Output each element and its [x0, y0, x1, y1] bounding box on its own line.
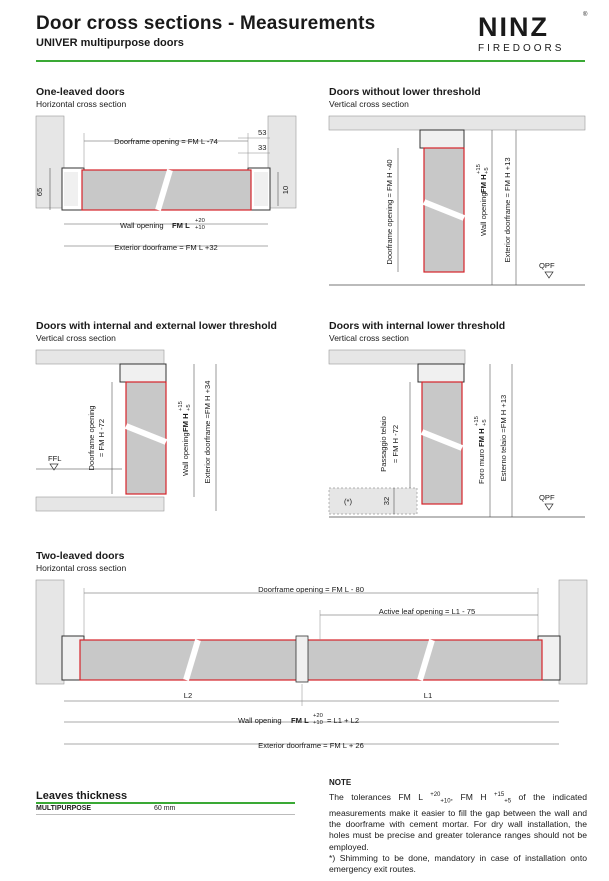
leaves-thickness-value: 60 mm	[154, 805, 176, 812]
label-foro-bold: FM H	[477, 428, 486, 447]
leaves-thickness-title: Leaves thickness	[36, 790, 128, 802]
label-passaggio-2: = FM H -72	[391, 424, 400, 464]
section-subtitle-two-leaved: Horizontal cross section	[36, 563, 127, 573]
label-exterior: Exterior doorframe = FM L +32	[114, 243, 218, 252]
label-dim-33: 33	[258, 143, 267, 152]
label-wall-opening-prefix: Wall opening	[238, 716, 282, 725]
label-wall-opening-bold: FM L	[291, 716, 309, 725]
label-dim-10: 10	[281, 185, 290, 195]
label-dim-53: 53	[258, 128, 267, 137]
label-doorframe-opening-1: Doorframe opening	[87, 405, 96, 471]
label-dim-65: 65	[35, 187, 44, 197]
label-tol-plus: +15	[474, 416, 480, 426]
section-subtitle-internal: Vertical cross section	[329, 333, 409, 343]
section-title-no-threshold: Doors without lower threshold	[329, 86, 481, 98]
label-wall-opening-bold: FM H	[479, 174, 488, 193]
section-title-int-ext: Doors with internal and external lower threshold	[36, 320, 277, 332]
label-wall-opening-prefix: Wall opening	[120, 221, 164, 230]
section-subtitle-one-leaved: Horizontal cross section	[36, 99, 127, 109]
note-text-3: of the indicated measurements make it easier to fill the gap between the wall and the doorframe with cement mortar. For dry wall installation, the holes must be precise and greater tolerance ranges should not be employed.	[329, 792, 587, 852]
label-doorframe-opening-2: = FM H -72	[97, 418, 106, 458]
label-tol-plus: +20	[313, 713, 323, 719]
brand-registered-mark: ®	[583, 12, 588, 18]
label-foro-prefix: Foro muro	[477, 448, 486, 484]
section-subtitle-no-threshold: Vertical cross section	[329, 99, 409, 109]
label-ffl: FFL	[48, 454, 62, 463]
leaf-rebate	[296, 636, 308, 682]
note-tol-l-plus: +20	[430, 792, 441, 798]
page-subtitle: UNIVER multipurpose doors	[36, 37, 184, 49]
section-title-internal: Doors with internal lower threshold	[329, 320, 506, 332]
label-wall-opening-suffix: = L1 + L2	[327, 716, 360, 725]
note-tol-h-plus: +15	[494, 792, 505, 798]
label-exterior: Exterior doorframe =FM H +34	[203, 380, 212, 484]
label-active-leaf: Active leaf opening = L1 - 75	[378, 607, 476, 616]
label-star: (*)	[344, 497, 353, 506]
label-qpf: QPF	[539, 261, 555, 270]
label-tol-plus: +20	[195, 218, 205, 224]
label-exterior: Exterior doorframe = FM L + 26	[258, 741, 364, 750]
section-title-two-leaved: Two-leaved doors	[36, 550, 125, 562]
label-esterno: Esterno telaio =FM H +13	[499, 394, 508, 482]
label-l1: L1	[423, 691, 433, 700]
label-tol-minus: +10	[313, 720, 323, 726]
label-doorframe-opening: Doorframe opening = FM L -74	[114, 137, 218, 146]
wall-right	[559, 580, 587, 684]
leaves-thickness-bottom-rule	[36, 814, 295, 815]
label-tol-minus: +10	[195, 225, 205, 231]
label-tol-plus: +15	[476, 164, 482, 174]
label-wall-opening-bold: FM H	[181, 413, 190, 432]
note-text-4: *) Shimming to be done, mandatory in case of installation onto emergency exit routes.	[329, 852, 587, 874]
note-title: NOTE	[329, 778, 352, 787]
section-subtitle-int-ext: Vertical cross section	[36, 333, 116, 343]
note-text-2: , FM H	[450, 792, 495, 802]
label-dim-32: 32	[382, 496, 391, 506]
leaves-thickness-key: MULTIPURPOSE	[36, 805, 92, 812]
note-tol-h-minus: +5	[504, 798, 512, 805]
brand-tagline: FIREDOORS	[478, 43, 565, 54]
label-qpf: QPF	[539, 493, 555, 502]
label-tol-minus: +5	[482, 419, 488, 426]
brand-logo: NINZ	[478, 12, 549, 42]
section-title-one-leaved: One-leaved doors	[36, 86, 125, 98]
label-passaggio-1: Passaggio telaio	[379, 416, 388, 472]
note-text-1: The tolerances FM L	[329, 792, 431, 802]
label-tol-minus: +5	[186, 404, 192, 411]
label-doorframe-opening: Doorframe opening = FM L - 80	[258, 585, 364, 594]
label-wall-opening-prefix: Wall opening	[479, 192, 488, 236]
label-wall-opening-bold: FM L	[172, 221, 190, 230]
label-wall-opening-prefix: Wall opening	[181, 432, 190, 476]
label-l2: L2	[183, 691, 193, 700]
wall-left	[36, 580, 64, 684]
label-tol-plus: +15	[178, 401, 184, 411]
note-tol-l-minus: +10	[440, 798, 451, 805]
page-title: Door cross sections - Measurements	[36, 13, 376, 34]
label-exterior: Exterior doorframe = FM H +13	[503, 157, 512, 263]
label-tol-minus: +5	[484, 167, 490, 174]
label-doorframe-opening: Doorframe opening = FM H -40	[385, 159, 394, 265]
note-body	[329, 792, 587, 875]
leaves-thickness-divider	[36, 802, 295, 804]
